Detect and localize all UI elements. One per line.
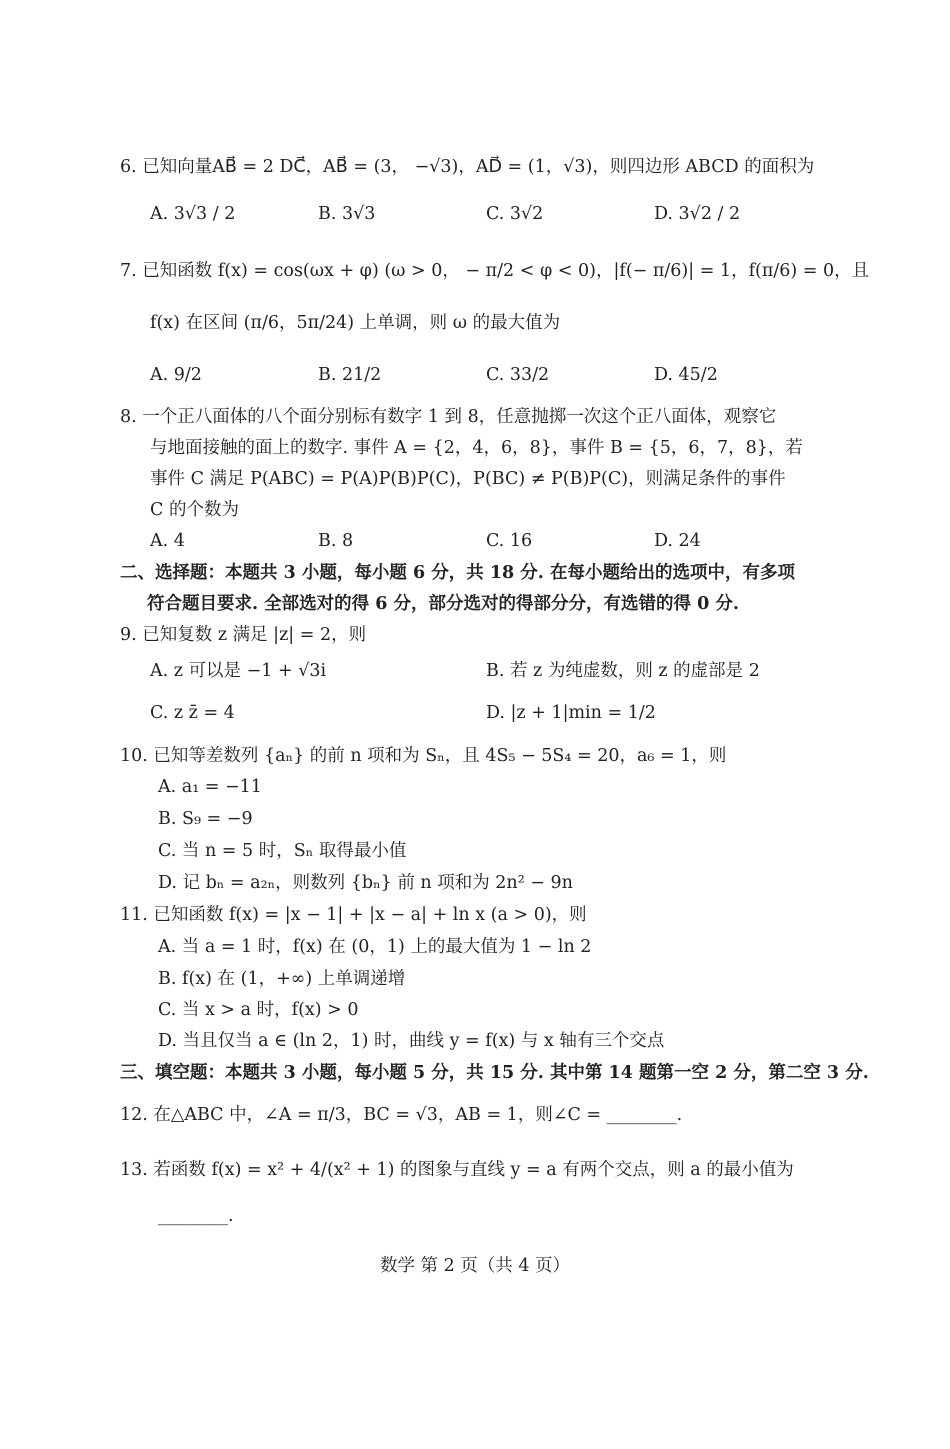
q10-option-c: C. 当 n = 5 时，Sₙ 取得最小值: [158, 841, 407, 861]
q11-option-d: D. 当且仅当 a ∈ (ln 2，1) 时，曲线 y = f(x) 与 x 轴有三个交点: [158, 1031, 665, 1051]
q7-option-d: D. 45/2: [654, 365, 718, 385]
q11-stem: 11. 已知函数 f(x) = |x − 1| + |x − a| + ln x (a > 0)，则: [120, 905, 587, 925]
q9-option-d: D. |z + 1|min = 1/2: [486, 703, 656, 723]
q9-option-a: A. z 可以是 −1 + √3i: [150, 661, 327, 681]
q8-option-c: C. 16: [486, 531, 533, 551]
q6-option-d: D. 3√2 / 2: [654, 204, 741, 224]
q8-stem-line-2: 与地面接触的面上的数字. 事件 A = {2，4，6，8}，事件 B = {5，6，7，8}，若: [150, 438, 803, 458]
q10-option-b: B. S₉ = −9: [158, 809, 253, 829]
q7-stem-line-1: 7. 已知函数 f(x) = cos(ωx + φ) (ω > 0， − π/2 < φ < 0)，|f(− π/6)| = 1，f(π/6) = 0，且: [120, 261, 870, 281]
q8-stem-line-4: C 的个数为: [150, 500, 239, 520]
section-2-instructions: 符合题目要求. 全部选对的得 6 分，部分选对的得部分分，有选错的得 0 分.: [147, 594, 739, 614]
q8-option-a: A. 4: [150, 531, 185, 551]
q11-option-c: C. 当 x > a 时，f(x) > 0: [158, 1000, 359, 1020]
page-footer: 数学 第 2 页（共 4 页）: [379, 1256, 571, 1276]
q6-option-b: B. 3√3: [318, 204, 376, 224]
q8-option-d: D. 24: [654, 531, 701, 551]
q13-stem-line-1: 13. 若函数 f(x) = x² + 4/(x² + 1) 的图象与直线 y = a 有两个交点，则 a 的最小值为: [120, 1160, 794, 1180]
q9-stem: 9. 已知复数 z 满足 |z| = 2，则: [120, 625, 367, 645]
q6-option-a: A. 3√3 / 2: [150, 204, 236, 224]
q6-option-c: C. 3√2: [486, 204, 544, 224]
q6-stem: 6. 已知向量AB⃗ = 2 DC⃗，AB⃗ = (3， −√3)，AD⃗ = (1，√3)，则四边形 ABCD 的面积为: [120, 157, 815, 177]
q7-option-c: C. 33/2: [486, 365, 550, 385]
q8-stem-line-1: 8. 一个正八面体的八个面分别标有数字 1 到 8，任意抛掷一次这个正八面体，观察它: [120, 407, 777, 427]
q7-option-b: B. 21/2: [318, 365, 382, 385]
q10-option-d: D. 记 bₙ = a₂ₙ，则数列 {bₙ} 前 n 项和为 2n² − 9n: [158, 873, 573, 893]
q12-stem: 12. 在△ABC 中，∠A = π/3，BC = √3，AB = 1，则∠C = ________.: [120, 1105, 683, 1125]
q13-answer-blank: ________.: [158, 1206, 234, 1226]
q9-option-c: C. z z̄ = 4: [150, 703, 235, 723]
q11-option-a: A. 当 a = 1 时，f(x) 在 (0，1) 上的最大值为 1 − ln 2: [158, 937, 592, 957]
section-3-heading: 三、填空题：本题共 3 小题，每小题 5 分，共 15 分. 其中第 14 题第一空 2 分，第二空 3 分.: [120, 1063, 869, 1083]
q9-option-b: B. 若 z 为纯虚数，则 z 的虚部是 2: [486, 661, 760, 681]
q8-stem-line-3: 事件 C 满足 P(ABC) = P(A)P(B)P(C)，P(BC) ≠ P(B)P(C)，则满足条件的事件: [150, 469, 786, 489]
q11-option-b: B. f(x) 在 (1，+∞) 上单调递增: [158, 969, 406, 989]
q7-stem-line-2: f(x) 在区间 (π/6，5π/24) 上单调，则 ω 的最大值为: [150, 313, 561, 333]
q8-option-b: B. 8: [318, 531, 354, 551]
section-2-heading: 二、选择题：本题共 3 小题，每小题 6 分，共 18 分. 在每小题给出的选项中，有多项: [120, 563, 795, 583]
q10-option-a: A. a₁ = −11: [158, 777, 262, 797]
q10-stem: 10. 已知等差数列 {aₙ} 的前 n 项和为 Sₙ，且 4S₅ − 5S₄ = 20，a₆ = 1，则: [120, 746, 727, 766]
q7-option-a: A. 9/2: [150, 365, 202, 385]
